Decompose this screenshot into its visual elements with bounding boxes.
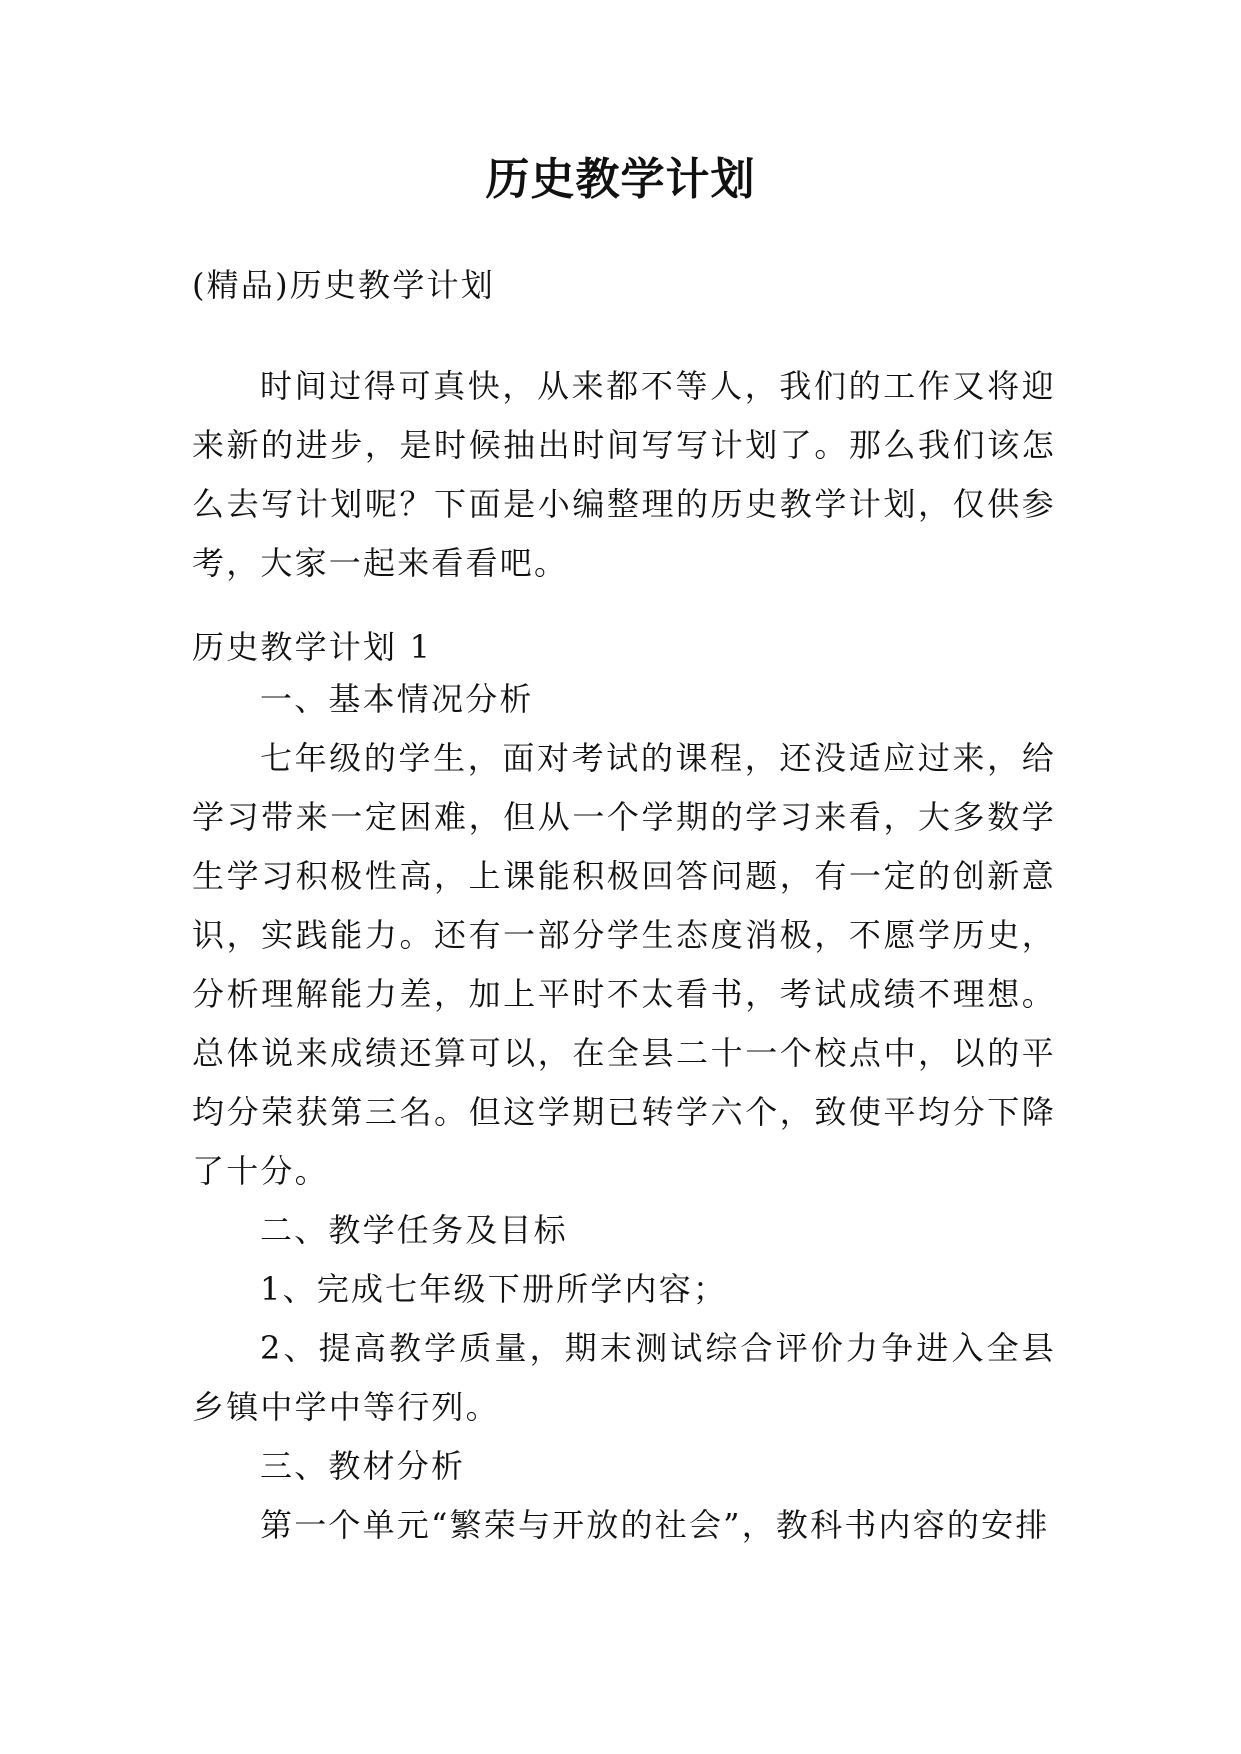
document-subtitle: (精品)历史教学计划: [192, 266, 495, 304]
list-item-2: 2、提高教学质量，期末测试综合评价力争进入全县乡镇中学中等行列。: [192, 1329, 1056, 1426]
heading-textbook-analysis: 三、教材分析: [260, 1447, 466, 1485]
section-title: 历史教学计划 1: [192, 628, 433, 666]
heading-basic-analysis: 一、基本情况分析: [260, 680, 534, 718]
paragraph-textbook-analysis: 第一个单元“繁荣与开放的社会”，教科书内容的安排: [260, 1506, 1050, 1544]
heading-tasks-goals: 二、教学任务及目标: [260, 1211, 568, 1249]
list-item-1: 1、完成七年级下册所学内容；: [260, 1270, 728, 1308]
document-title: 历史教学计划: [485, 154, 756, 205]
paragraph-basic-analysis: 七年级的学生，面对考试的课程，还没适应过来，给学习带来一定困难，但从一个学期的学习来看，大多数学生学习积极性高，上课能积极回答问题，有一定的创新意识，实践能力。还有一部分学生态度消极，不愿学历史，分析理解能力差，加上平时不太看书，考试成绩不理想。总体说来成绩还算可以，在全县二十一个校点中，以的平均分荣获第三名。但这学期已转学六个，致使平均分下降了十分。: [192, 739, 1056, 1190]
intro-paragraph: 时间过得可真快，从来都不等人，我们的工作又将迎来新的进步，是时候抽出时间写写计划了。那么我们该怎么去写计划呢？下面是小编整理的历史教学计划，仅供参考，大家一起来看看吧。: [192, 367, 1056, 582]
section-content: [192, 670, 1056, 1555]
